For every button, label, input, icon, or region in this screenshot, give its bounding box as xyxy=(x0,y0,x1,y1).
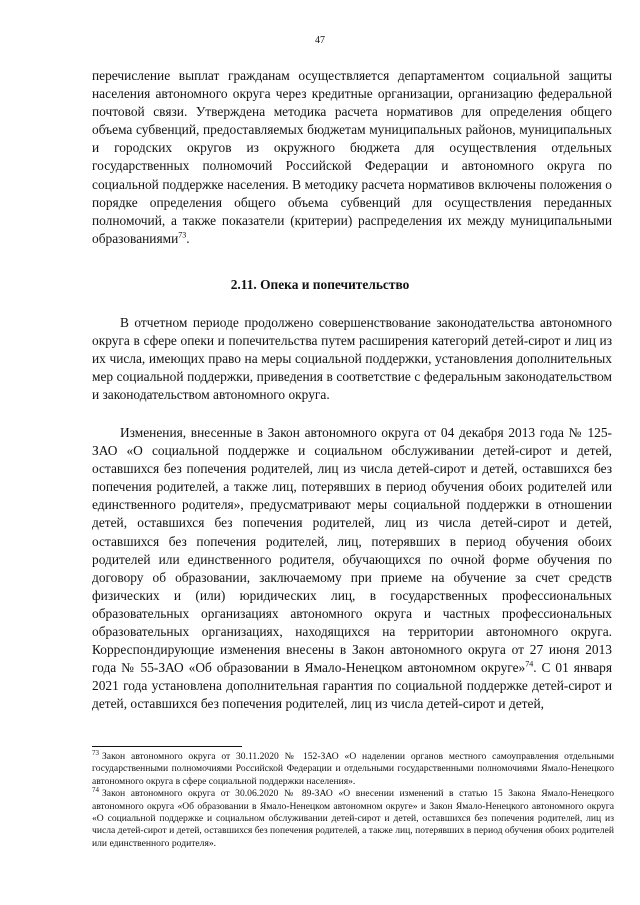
paragraph-text: Изменения, внесенные в Закон автономного округа от 04 декабря 2013 года № 125-ЗАО «О социальной поддержке и социальном обслуживании детей-сирот и детей, оставшихся без попечения родителей, лиц из числа детей-сирот и детей, оставшихся без попечения родителей, а также лиц, потерявших в период обучения обоих родителей или единственного родителя», предусматривают меры социальной поддержки в отношении детей, оставшихся без попечения родителей, лиц из числа детей-сирот и детей, оставшихся без попечения родителей, лиц, потерявших в период обучения обоих родителей или единственного родителя, обучающихся по очной форме обучения по договору об образовании, заключаемому при приеме на обучение за счет средств физических и (или) юридических лиц, в государственных профессиональных образовательных организациях автономного округа и частных профессиональных образовательных организациях, находящихся на территории автономного округа. Корреспондирующие изменения внесены в Закон автономного округа от 27 июня 2013 года № 55-ЗАО «Об образовании в Ямало-Ненецком автономном округе» xyxy=(92,425,612,676)
paragraph-payments xyxy=(92,67,612,248)
paragraph-legislation: В отчетном периоде продолжено совершенствование законодательства автономного округа в сфере опеки и попечительства путем расширения категорий детей-сирот и лиц из их числа, имеющих право на меры социальной поддержки, установления дополнительных мер социальной поддержки, приведения в соответствие с федеральным законодательством и законодательством автономного округа. xyxy=(92,315,612,403)
footnote-74 xyxy=(92,788,614,850)
paragraph-text: перечисление выплат гражданам осуществляется департаментом социальной защиты населения автономного округа через кредитные организации, организацию федеральной почтовой связи. Утверждена методика расчета нормативов для определения общего объема субвенций, предоставляемых бюджетам муниципальных районов, муниципальных и городских округов из окружного бюджета для осуществления отдельных государственных полномочий Российской Федерации и автономного округа по социальной поддержке населения. В методику расчета нормативов включены положения о порядке определения общего объема субвенций для осуществления переданных полномочий, а также показатели (критерии) распределения их между муниципальными образованиями xyxy=(92,68,612,246)
footnotes xyxy=(92,748,614,850)
footnote-number: 74 xyxy=(92,786,99,795)
paragraph-text-continued: . С 01 января 2021 года установлена дополнительная гарантия по социальной поддержке детей-сирот и детей, оставшихся без попечения родителей, лиц из числа детей-сирот и детей, xyxy=(92,660,612,712)
footnote-73 xyxy=(92,748,614,788)
footnote-text: Закон автономного округа от 30.06.2020 № 89-ЗАО «О внесении изменений в статью 15 Закона Ямало-Ненецкого автономного округа «Об образовании в Ямало-Ненецком автономном округе» и Закон Ямало-Ненецкого автономного округа «О социальной поддержке и социальном обслуживании детей-сирот и детей, оставшихся без попечения родителей, лиц из числа детей-сирот и детей, оставшихся без попечения родителей, а также лиц, потерявших в период обучения обоих родителей или единственного родителя». xyxy=(92,788,614,849)
footnote-number: 73 xyxy=(92,748,99,757)
section-heading: 2.11. Опека и попечительство xyxy=(230,277,410,292)
footnote-divider xyxy=(92,746,242,747)
paragraph-tail: . xyxy=(186,230,190,246)
footnote-ref-73[interactable]: 73 xyxy=(178,230,187,240)
footnote-ref-74[interactable]: 74 xyxy=(525,659,534,669)
page-number: 47 xyxy=(315,35,325,46)
footnote-text: Закон автономного округа от 30.11.2020 № 152-ЗАО «О наделении органов местного самоуправления отдельными государственными полномочиями Российской Федерации и отдельными государственными полномочиями Ямало-Ненецкого автономного округа в сфере социальной поддержки населения». xyxy=(92,751,614,787)
paragraph-amendments xyxy=(92,424,612,714)
